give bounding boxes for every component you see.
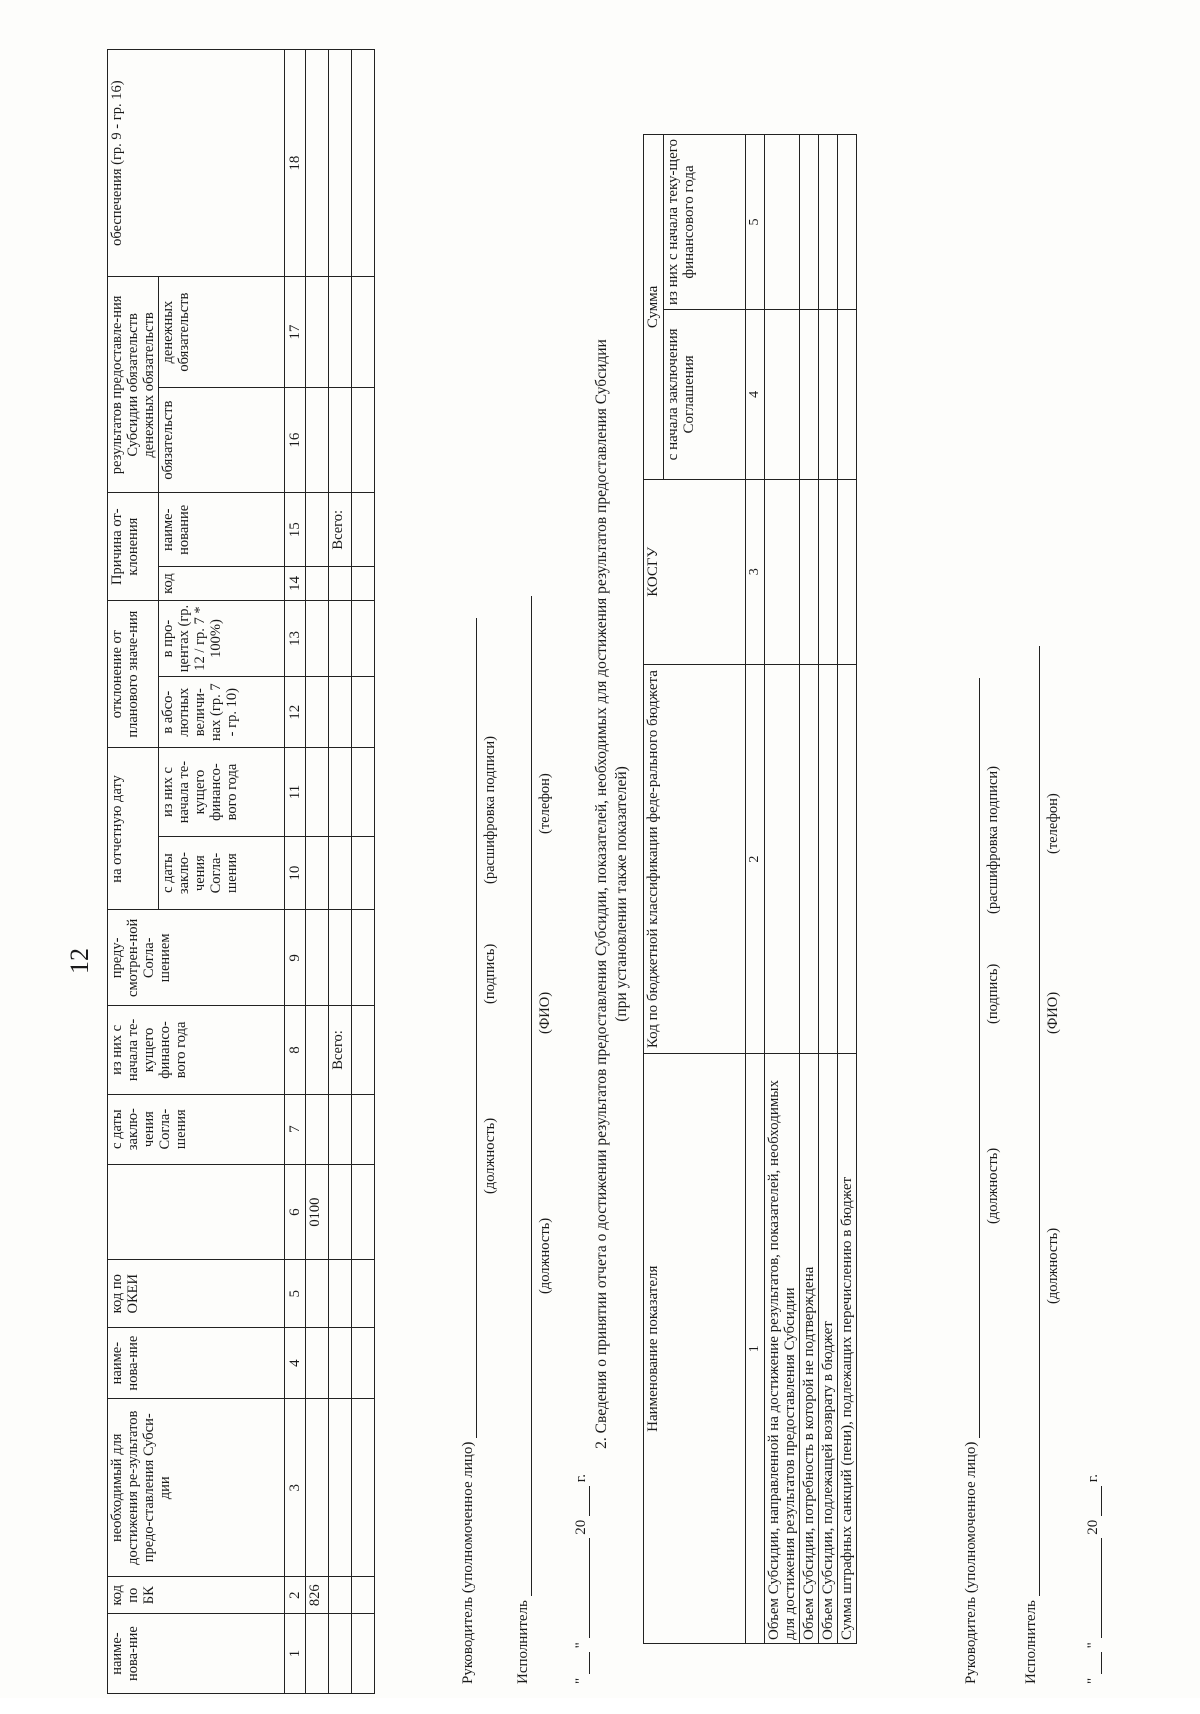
year-prefix: 20: [1085, 1519, 1101, 1535]
col-number: 10: [285, 836, 306, 910]
col-number: 12: [285, 677, 306, 748]
header-deviation: отклонение от планового значе-ния: [108, 600, 159, 747]
header-since-year: из них с начала теку-щего финансового года: [664, 135, 746, 310]
row-subsidy-volume: Объем Субсидии, направленной на достижение результатов, показателей, необходимых для достижения результатов предоставления Субсидии: [765, 1054, 800, 1644]
head-signature-line: [460, 618, 477, 1684]
col-number: 6: [285, 1164, 306, 1260]
header-empty: [108, 1164, 285, 1260]
executor-line: [515, 596, 532, 1684]
year-line: [589, 1486, 590, 1516]
table-row: [819, 135, 838, 1644]
col-number: 11: [285, 748, 306, 836]
date-quote: ": [573, 1642, 589, 1649]
header-kosgu: КОСГУ: [644, 479, 746, 664]
header-since-year-2: из них с начала те-кущего финансо-вого года: [159, 748, 285, 836]
col-number: 7: [285, 1094, 306, 1164]
date-quote: ": [1085, 1642, 1101, 1649]
header-okei-code: код по ОКЕИ: [108, 1260, 285, 1328]
col-number: 17: [285, 277, 306, 388]
caption-position: (должность): [482, 1117, 498, 1194]
header-name: наиме-нова-ние: [108, 1614, 285, 1694]
caption-position: (должность): [985, 1147, 1001, 1224]
signature-line: [979, 678, 980, 1438]
col-number: 3: [746, 479, 765, 664]
header-results-obligations: результатов предоставле-ния Субсидии обязательств денежных обязательств: [108, 277, 159, 493]
caption-fio: (ФИО): [537, 991, 553, 1034]
table-row: [352, 50, 375, 1694]
header-since-signing: с начала заключения Соглашения: [664, 309, 746, 479]
row-penalties: Сумма штрафных санкций (пени), подлежащих перечислению в бюджет: [838, 1054, 857, 1644]
bk-code-cell: 826: [306, 1577, 329, 1614]
caption-phone: (телефон): [1045, 793, 1061, 854]
col-number: 4: [746, 309, 765, 479]
header-security: обеспечения (гр. 9 - гр. 16): [108, 50, 285, 277]
header-deviation-abs: в абсо-лютных величи-нах (гр. 7 - гр. 10): [159, 677, 285, 748]
header-budget-code: Код по бюджетной классификации феде-рального бюджета: [644, 664, 746, 1054]
total-label-left: Всего:: [329, 1006, 352, 1094]
executor-line: [1023, 646, 1040, 1684]
signature-line: [1039, 646, 1040, 1596]
col-number: 5: [285, 1260, 306, 1328]
caption-position: (должность): [537, 1217, 553, 1294]
col-number: 15: [285, 493, 306, 567]
col-number: 13: [285, 600, 306, 676]
caption-position: (должность): [1045, 1227, 1061, 1304]
col-number: 14: [285, 567, 306, 601]
header-unit-name: наиме-нова-ние: [108, 1328, 285, 1399]
year-line: [1101, 1486, 1102, 1516]
date-line: [573, 1474, 590, 1684]
col-number: 8: [285, 1006, 306, 1094]
total-label-right: Всего:: [329, 493, 352, 567]
col-number: 3: [285, 1399, 306, 1577]
caption-signature: (подпись): [985, 963, 1001, 1024]
executor-label: Исполнитель: [1023, 1600, 1039, 1684]
page-number: 12: [65, 948, 94, 974]
header-sum: Сумма: [644, 135, 664, 480]
caption-fio: (ФИО): [1045, 991, 1061, 1034]
col-number: 18: [285, 50, 306, 277]
okei-cell: 0100: [306, 1164, 329, 1260]
header-obligations: обязательств: [159, 387, 285, 493]
section-2-title: 2. Сведения о принятии отчета о достижении результатов предоставления Субсидии, показателей, необходимых для достижения результатов предоставления Субсидии: [593, 339, 610, 1449]
col-number: 1: [746, 1054, 765, 1644]
col-number: 2: [746, 664, 765, 1054]
header-reason-name: наиме-нование: [159, 493, 285, 567]
caption-signature: (подпись): [482, 943, 498, 1004]
header-result: необходимый для достижения ре-зультатов предо-ставления Субси-дии: [108, 1399, 285, 1577]
col-number: 9: [285, 910, 306, 1006]
table-row: [838, 135, 857, 1644]
date-quote: ": [1085, 1677, 1101, 1684]
executor-label: Исполнитель: [515, 1600, 531, 1684]
header-since-signing-2: с даты заклю-чения Согла-шения: [159, 836, 285, 910]
header-bk-code: код по БК: [108, 1577, 285, 1614]
section-2-subtitle: (при установлении также показателей): [613, 766, 630, 1022]
header-deviation-pct: в про-центах (гр. 12 / гр. 7 * 100%): [159, 600, 285, 676]
caption-decode: (расшифровка подписи): [482, 735, 498, 884]
signature-line: [531, 596, 532, 1596]
year-suffix: г.: [573, 1474, 589, 1483]
col-number: 1: [285, 1614, 306, 1694]
col-number: 5: [746, 135, 765, 310]
col-number: 4: [285, 1328, 306, 1399]
day-line: [589, 1652, 590, 1674]
caption-decode: (расшифровка подписи): [985, 765, 1001, 914]
table-row: [765, 135, 800, 1644]
col-number: 16: [285, 387, 306, 493]
row-unconfirmed-volume: Объем Субсидии, потребность в которой не подтверждена: [800, 1054, 819, 1644]
header-since-year: из них с начала те-кущего финансо-вого года: [108, 1006, 285, 1094]
day-line: [1101, 1652, 1102, 1674]
table-row: [800, 135, 819, 1644]
results-table: [107, 49, 375, 1694]
header-money-obligations: денежных обязательств: [159, 277, 285, 388]
table-row: [329, 50, 352, 1694]
year-suffix: г.: [1085, 1474, 1101, 1483]
month-line: [1101, 1539, 1102, 1639]
rotated-page-content: [45, 74, 1175, 1714]
head-signature-line: [963, 678, 980, 1684]
caption-phone: (телефон): [537, 773, 553, 834]
date-line: [1085, 1474, 1102, 1684]
header-report-date: на отчетную дату: [108, 748, 159, 910]
head-label: Руководитель (уполномоченное лицо): [963, 1441, 979, 1684]
header-reason-code: код: [159, 567, 285, 601]
table-row: [306, 50, 329, 1694]
header-indicator: Наименование показателя: [644, 1054, 746, 1644]
date-quote: ": [573, 1677, 589, 1684]
header-reason: Причина от-клонения: [108, 493, 159, 601]
row-return-volume: Объем Субсидии, подлежащей возврату в бюджет: [819, 1054, 838, 1644]
head-label: Руководитель (уполномоченное лицо): [460, 1441, 476, 1684]
year-prefix: 20: [573, 1519, 589, 1535]
header-planned: преду-смотрен-ной Согла-шением: [108, 910, 285, 1006]
signature-line: [476, 618, 477, 1438]
month-line: [589, 1539, 590, 1639]
header-since-signing: с даты заклю-чения Согла-шения: [108, 1094, 285, 1164]
col-number: 2: [285, 1577, 306, 1614]
acceptance-table: [643, 134, 857, 1644]
